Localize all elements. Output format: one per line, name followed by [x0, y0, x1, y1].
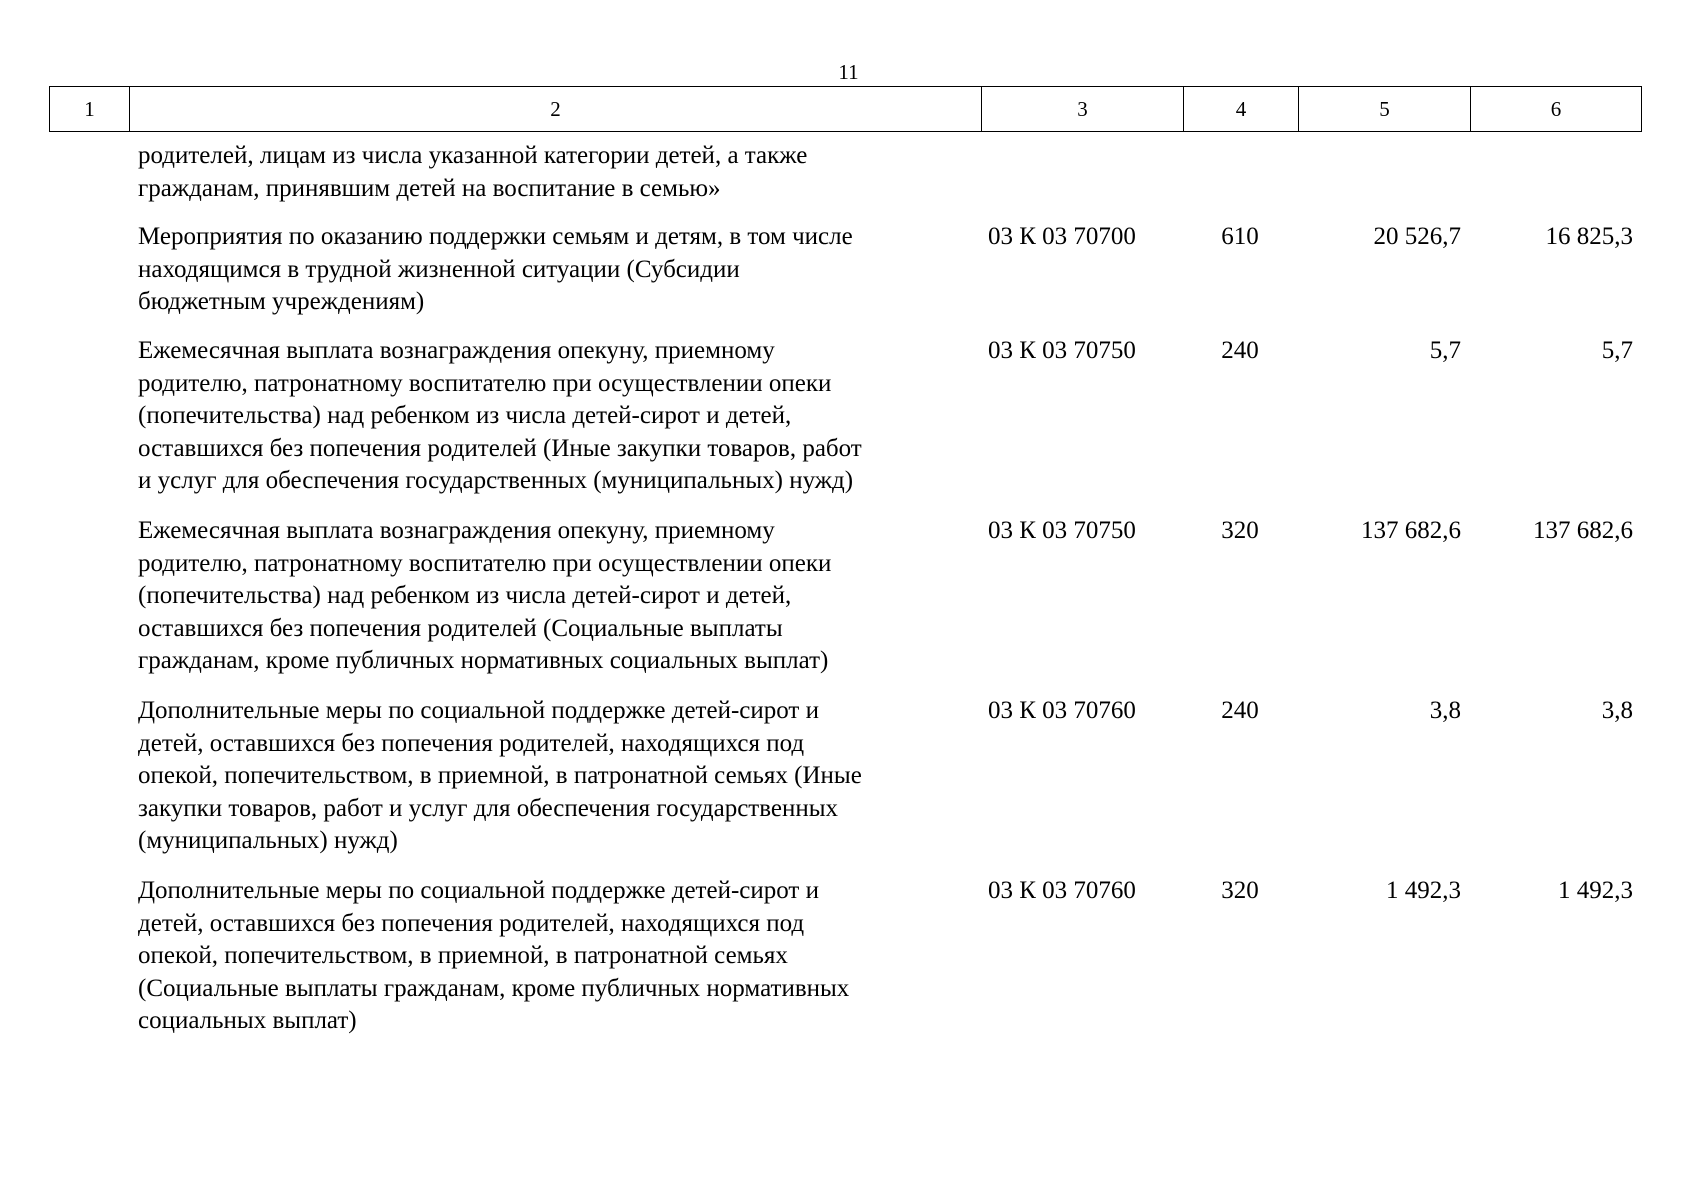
column-header-4: 4 [1184, 87, 1299, 132]
row-description [138, 335, 970, 498]
amount-column-6: 16 825,3 [1545, 223, 1633, 250]
expense-type-code: 320 [1221, 517, 1259, 544]
row-description [138, 221, 970, 319]
description-line: родителю, патронатному воспитателю при осуществлении опеки [138, 369, 832, 397]
description-line: опекой, попечительством, в приемной, в патронатной семьях (Иные [138, 762, 862, 789]
description-line: находящимся в трудной жизненной ситуации (Субсидии [138, 255, 740, 283]
amount-column-5: 5,7 [1429, 337, 1461, 364]
target-code: 03 К 03 70760 [988, 697, 1136, 724]
description-line: закупки товаров, работ и услуг для обеспечения государственных [138, 794, 839, 822]
expense-type-code: 240 [1221, 337, 1259, 364]
description-line: (попечительства) над ребенком из числа детей-сирот и детей, [138, 402, 792, 429]
amount-column-6: 1 492,3 [1558, 877, 1633, 904]
target-code: 03 К 03 70750 [988, 337, 1136, 364]
description-line: (попечительства) над ребенком из числа детей-сирот и детей, [138, 582, 792, 609]
continuation-description [138, 140, 970, 205]
amount-column-5: 20 526,7 [1373, 223, 1461, 250]
column-header-2: 2 [130, 87, 982, 132]
amount-column-6: 137 682,6 [1533, 517, 1633, 544]
description-line: родителю, патронатному воспитателю при осуществлении опеки [138, 549, 832, 577]
expense-type-code: 610 [1221, 223, 1259, 250]
description-line: Ежемесячная выплата вознаграждения опекуну, приемному [138, 337, 775, 364]
description-line: Дополнительные меры по социальной поддержке детей-сирот и [138, 877, 819, 904]
target-code: 03 К 03 70760 [988, 877, 1136, 904]
description-line: оставшихся без попечения родителей (Социальные выплаты [138, 614, 783, 642]
expense-type-code: 320 [1221, 877, 1259, 904]
description-line: гражданам, принявшим детей на воспитание в семью» [138, 174, 721, 202]
row-description [138, 875, 970, 1038]
amount-column-6: 3,8 [1601, 697, 1633, 724]
page-number: 11 [838, 60, 859, 84]
description-line: (муниципальных) нужд) [138, 827, 398, 854]
amount-column-5: 3,8 [1429, 697, 1461, 724]
expense-type-code: 240 [1221, 697, 1259, 724]
column-header-3: 3 [982, 87, 1184, 132]
description-line: Ежемесячная выплата вознаграждения опекуну, приемному [138, 517, 775, 544]
target-code: 03 К 03 70700 [988, 223, 1136, 250]
amount-column-5: 137 682,6 [1361, 517, 1461, 544]
row-description [138, 515, 970, 678]
amount-column-6: 5,7 [1601, 337, 1633, 364]
description-line: Мероприятия по оказанию поддержки семьям и детям, в том числе [138, 223, 853, 250]
description-line: (Социальные выплаты гражданам, кроме публичных нормативных [138, 974, 850, 1002]
description-line: гражданам, кроме публичных нормативных социальных выплат) [138, 647, 829, 674]
description-line: Дополнительные меры по социальной поддержке детей-сирот и [138, 697, 819, 724]
column-header-5: 5 [1299, 87, 1471, 132]
amount-column-5: 1 492,3 [1386, 877, 1461, 904]
column-header-table [49, 86, 1642, 132]
description-line: детей, оставшихся без попечения родителей, находящихся под [138, 729, 805, 757]
column-header-6: 6 [1471, 87, 1642, 132]
row-description [138, 695, 970, 858]
description-line: социальных выплат) [138, 1007, 357, 1034]
target-code: 03 К 03 70750 [988, 517, 1136, 544]
description-line: детей, оставшихся без попечения родителей, находящихся под [138, 909, 805, 937]
description-line: опекой, попечительством, в приемной, в патронатной семьях [138, 942, 788, 969]
description-line: оставшихся без попечения родителей (Иные закупки товаров, работ [138, 434, 862, 462]
description-line: родителей, лицам из числа указанной категории детей, а также [138, 142, 808, 169]
description-line: бюджетным учреждениям) [138, 288, 425, 315]
description-line: и услуг для обеспечения государственных (муниципальных) нужд) [138, 467, 854, 494]
column-header-row [50, 87, 1642, 132]
column-header-1: 1 [50, 87, 130, 132]
